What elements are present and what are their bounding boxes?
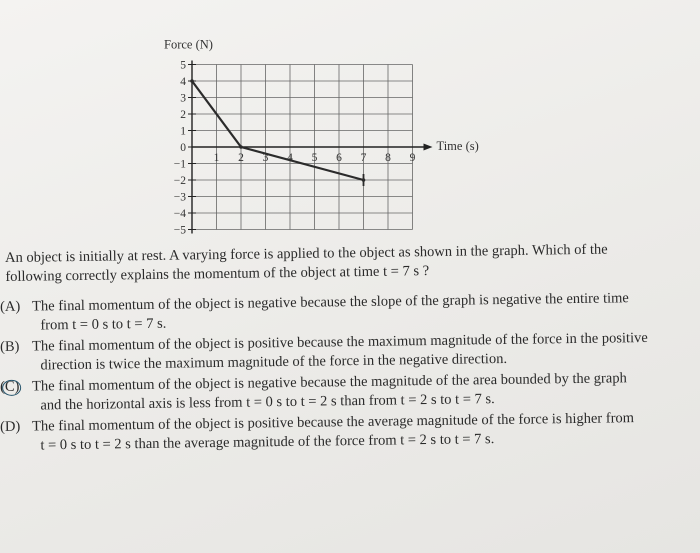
y-tick-label: 4 <box>180 76 186 88</box>
choice-b-line-2: direction is twice the maximum magnitude of the force in the negative direction. <box>40 350 508 373</box>
choice-c[interactable] <box>0 368 690 415</box>
x-axis-arrow <box>424 144 433 151</box>
question-text <box>5 240 645 287</box>
choice-d-letter: (D) <box>0 418 21 435</box>
choice-c-letter: (C) <box>0 378 20 395</box>
y-tick-label: 2 <box>180 109 186 121</box>
choice-d-line-1: The final momentum of the object is positive because the average magnitude of the force is higher from <box>32 410 635 435</box>
data-point <box>239 145 243 149</box>
y-tick-label: −2 <box>173 175 186 187</box>
answer-choices <box>0 290 690 458</box>
choice-a-letter: (A) <box>0 298 21 315</box>
choice-c-line-1: The final momentum of the object is negative because the magnitude of the area bounded by the graph <box>32 370 627 395</box>
choice-a-line-1: The final momentum of the object is negative because the slope of the graph is negative the entire time <box>32 290 629 315</box>
x-tick-label: 5 <box>311 152 318 164</box>
choice-d-line-2: t = 0 s to t = 2 s than the average magnitude of the force from t = 2 s to t = 7 s. <box>40 430 495 453</box>
y-axis-label: Force (N) <box>164 37 213 52</box>
x-tick-label: 9 <box>409 152 416 164</box>
choice-b[interactable] <box>0 328 690 375</box>
choice-b-letter: (B) <box>0 338 20 355</box>
y-tick-label: −3 <box>173 191 186 204</box>
y-tick-label: 3 <box>180 92 186 105</box>
y-tick-label: −4 <box>173 208 186 220</box>
y-tick-label: 5 <box>180 59 186 72</box>
question-line-1: An object is initially at rest. A varying force is applied to the object as shown in the graph. Which of the <box>5 241 608 266</box>
chart-svg <box>150 25 479 255</box>
y-tick-label: −5 <box>173 224 186 237</box>
choice-b-line-1: The final momentum of the object is positive because the maximum magnitude of the force in the positive <box>32 329 648 355</box>
x-tick-label: 7 <box>360 152 367 164</box>
x-tick-label: 6 <box>336 152 342 164</box>
choice-d[interactable] <box>0 408 690 455</box>
choice-c-line-2: and the horizontal axis is less from t = 0 s to t = 2 s than from t = 2 s to t = 7 s. <box>40 390 495 413</box>
x-axis-label: Time (s) <box>436 139 479 153</box>
y-tick-label: 1 <box>180 125 186 138</box>
x-tick-label: 2 <box>238 152 244 164</box>
y-tick-label: −1 <box>173 158 186 171</box>
x-tick-label: 8 <box>385 152 391 164</box>
force-time-chart <box>150 25 479 255</box>
x-tick-label: 3 <box>262 152 269 164</box>
choice-a[interactable] <box>0 288 690 335</box>
x-tick-label: 1 <box>213 152 220 164</box>
y-tick-label: 0 <box>180 142 186 154</box>
choice-a-line-2: from t = 0 s to t = 7 s. <box>40 315 167 333</box>
x-tick-label: 4 <box>287 152 293 164</box>
question-line-2: following correctly explains the momentum of the object at time t = 7 s ? <box>5 263 430 285</box>
data-point <box>190 79 194 83</box>
